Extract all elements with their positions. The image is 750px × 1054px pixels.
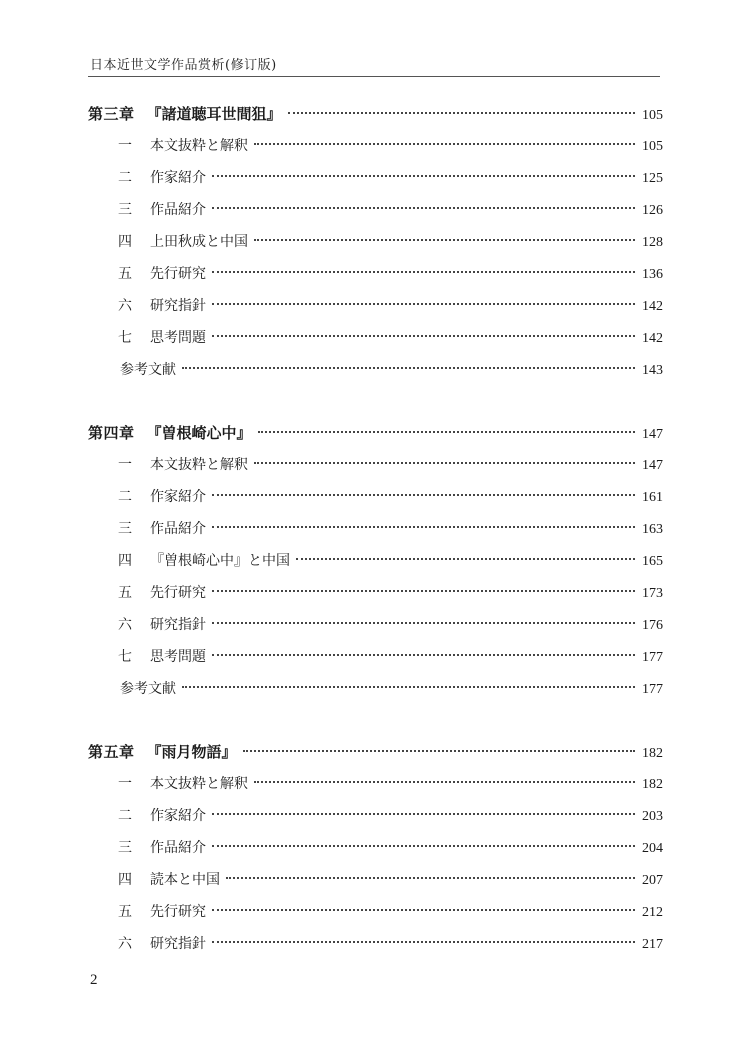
- section-number: 二: [118, 170, 132, 186]
- running-header-title: 日本近世文学作品赏析(修订版): [90, 58, 277, 73]
- toc-entry[interactable]: [88, 577, 663, 609]
- references-title: 参考文献: [120, 362, 176, 378]
- toc-entry[interactable]: [88, 290, 663, 322]
- section-title: 読本と中国: [150, 872, 220, 888]
- page-number: 177: [642, 650, 663, 665]
- section-number: 七: [118, 649, 132, 665]
- section-title: 本文抜粋と解釈: [150, 457, 248, 473]
- toc-entry-references[interactable]: [88, 673, 663, 705]
- toc-entry[interactable]: [88, 513, 663, 545]
- page-number: 212: [642, 905, 663, 920]
- section-title: 『曽根崎心中』と中国: [150, 553, 290, 569]
- dot-leader: [212, 654, 635, 656]
- page-number: 143: [642, 363, 663, 378]
- section-title: 研究指針: [150, 617, 206, 633]
- toc-entry[interactable]: [88, 226, 663, 258]
- toc-entry[interactable]: [88, 800, 663, 832]
- page-number: 105: [642, 139, 663, 154]
- dot-leader: [254, 143, 635, 145]
- dot-leader: [254, 239, 635, 241]
- dot-leader: [182, 686, 635, 688]
- chapter-number: 第三章: [88, 105, 135, 123]
- toc-entry[interactable]: [88, 449, 663, 481]
- page-number: 203: [642, 809, 663, 824]
- toc-entry[interactable]: [88, 258, 663, 290]
- page-number: 165: [642, 554, 663, 569]
- section-title: 研究指針: [150, 298, 206, 314]
- chapter-4: [88, 417, 663, 705]
- section-number: 三: [118, 521, 132, 537]
- section-title: 作品紹介: [150, 840, 206, 856]
- toc-entry[interactable]: [88, 768, 663, 800]
- page-number: 161: [642, 490, 663, 505]
- dot-leader: [212, 271, 635, 273]
- references-title: 参考文献: [120, 681, 176, 697]
- dot-leader: [212, 845, 635, 847]
- section-title: 本文抜粋と解釈: [150, 776, 248, 792]
- toc-entry[interactable]: [88, 481, 663, 513]
- section-number: 一: [118, 457, 132, 473]
- page-number: 176: [642, 618, 663, 633]
- section-title: 思考問題: [150, 649, 206, 665]
- page-number: 142: [642, 299, 663, 314]
- toc-entry[interactable]: [88, 130, 663, 162]
- section-title: 作家紹介: [150, 808, 206, 824]
- dot-leader: [254, 781, 635, 783]
- section-title: 作家紹介: [150, 170, 206, 186]
- section-title: 本文抜粋と解釈: [150, 138, 248, 154]
- page-number: 105: [642, 108, 663, 123]
- page-number: 173: [642, 586, 663, 601]
- chapter-heading[interactable]: [88, 736, 663, 768]
- dot-leader: [288, 112, 635, 114]
- chapter-title: 『曽根崎心中』: [146, 424, 252, 442]
- section-number: 七: [118, 330, 132, 346]
- toc-entry[interactable]: [88, 162, 663, 194]
- section-number: 五: [118, 266, 132, 282]
- header-rule: [88, 76, 660, 77]
- chapter-3: [88, 98, 663, 386]
- page-number: 125: [642, 171, 663, 186]
- section-number: 三: [118, 840, 132, 856]
- table-of-contents: [88, 98, 663, 991]
- toc-entry[interactable]: [88, 194, 663, 226]
- page-number: 207: [642, 873, 663, 888]
- section-number: 四: [118, 553, 132, 569]
- section-number: 一: [118, 776, 132, 792]
- chapter-number: 第五章: [88, 743, 135, 761]
- section-title: 上田秋成と中国: [150, 234, 248, 250]
- dot-leader: [212, 590, 635, 592]
- dot-leader: [226, 877, 635, 879]
- chapter-5: [88, 736, 663, 960]
- toc-entry[interactable]: [88, 864, 663, 896]
- dot-leader: [212, 335, 635, 337]
- page-number: 182: [642, 777, 663, 792]
- section-title: 作品紹介: [150, 521, 206, 537]
- chapter-heading[interactable]: [88, 98, 663, 130]
- section-number: 六: [118, 298, 132, 314]
- section-number: 四: [118, 872, 132, 888]
- section-number: 五: [118, 585, 132, 601]
- dot-leader: [182, 367, 635, 369]
- toc-entry[interactable]: [88, 896, 663, 928]
- toc-entry[interactable]: [88, 832, 663, 864]
- section-number: 四: [118, 234, 132, 250]
- dot-leader: [212, 813, 635, 815]
- page-number: 163: [642, 522, 663, 537]
- chapter-title: 『諸道聴耳世間狙』: [146, 105, 282, 123]
- section-number: 六: [118, 617, 132, 633]
- page-number: 147: [642, 427, 663, 442]
- page-number: 182: [642, 746, 663, 761]
- section-number: 二: [118, 489, 132, 505]
- section-number: 三: [118, 202, 132, 218]
- section-title: 作家紹介: [150, 489, 206, 505]
- dot-leader: [212, 175, 635, 177]
- section-title: 研究指針: [150, 936, 206, 952]
- section-title: 先行研究: [150, 904, 206, 920]
- page-number: 128: [642, 235, 663, 250]
- page-number: 204: [642, 841, 663, 856]
- toc-entry[interactable]: [88, 928, 663, 960]
- dot-leader: [258, 431, 635, 433]
- page-number: 136: [642, 267, 663, 282]
- dot-leader: [212, 622, 635, 624]
- section-number: 六: [118, 936, 132, 952]
- toc-entry-references[interactable]: [88, 354, 663, 386]
- dot-leader: [254, 462, 635, 464]
- page-number: 147: [642, 458, 663, 473]
- page-number: 126: [642, 203, 663, 218]
- section-title: 作品紹介: [150, 202, 206, 218]
- dot-leader: [212, 303, 635, 305]
- chapter-number: 第四章: [88, 424, 135, 442]
- chapter-heading[interactable]: [88, 417, 663, 449]
- dot-leader: [212, 207, 635, 209]
- section-title: 先行研究: [150, 266, 206, 282]
- dot-leader: [212, 494, 635, 496]
- page-number: 177: [642, 682, 663, 697]
- section-title: 先行研究: [150, 585, 206, 601]
- toc-entry[interactable]: [88, 609, 663, 641]
- dot-leader: [212, 909, 635, 911]
- toc-entry[interactable]: [88, 545, 663, 577]
- page-number: 217: [642, 937, 663, 952]
- toc-entry[interactable]: [88, 641, 663, 673]
- dot-leader: [212, 526, 635, 528]
- section-title: 思考問題: [150, 330, 206, 346]
- section-number: 一: [118, 138, 132, 154]
- page-number: 142: [642, 331, 663, 346]
- toc-entry[interactable]: [88, 322, 663, 354]
- chapter-title: 『雨月物語』: [146, 743, 237, 761]
- section-number: 二: [118, 808, 132, 824]
- dot-leader: [212, 941, 635, 943]
- dot-leader: [296, 558, 635, 560]
- dot-leader: [243, 750, 635, 752]
- section-number: 五: [118, 904, 132, 920]
- folio-page-number: 2: [90, 972, 98, 988]
